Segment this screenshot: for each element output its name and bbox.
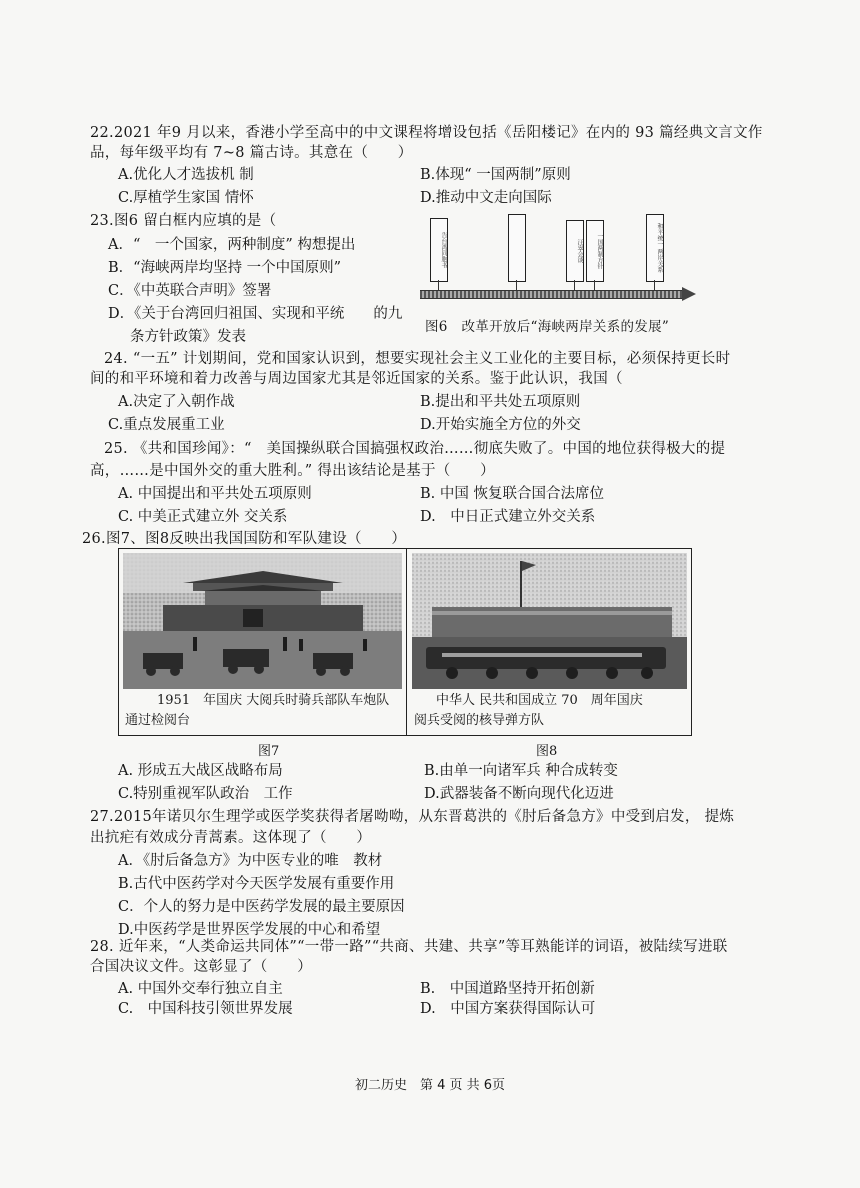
q27-option-d: D.中医药学是世界医学发展的中心和希望 <box>118 922 381 938</box>
q23-option-a: A．“ 一个国家，两种制度” 构想提出 <box>108 237 356 253</box>
timeline-box-5: 和平统一 两岸关系 <box>646 214 664 282</box>
q28-stem-line1: 28. 近年来，“人类命运共同体”“一带一路”“共商、共建、共享”等耳熟能详的词语，被陆续写进联 <box>90 939 728 955</box>
figure7-8-box <box>118 548 692 736</box>
q26-stem: 26.图7、图8反映出我国国防和军队建设（ ） <box>82 531 407 547</box>
q27-stem-line2: 出抗疟有效成分青蒿素。这体现了（ ） <box>90 830 372 846</box>
q23-option-c: C．《中英联合声明》签署 <box>108 283 272 299</box>
timeline-axis <box>420 290 682 299</box>
q28-option-b: B. 中国道路坚持开拓创新 <box>420 981 595 997</box>
figure7-cell <box>119 549 407 735</box>
q25-stem-line1: 25. 《共和国珍闻》：“ 美国操纵联合国搞强权政治……彻底失败了。中国的地位获得极大的提 <box>104 441 726 457</box>
q24-option-d: D.开始实施全方位的外交 <box>420 417 581 433</box>
page-footer: 初二历史 第 4 页 共 6页 <box>354 1078 506 1093</box>
q26-option-b: B.由单一向诸军兵 种合成转变 <box>424 763 618 779</box>
figure6-caption: 图6 改革开放后“海峡两岸关系的发展” <box>425 319 670 335</box>
q25-stem-line2: 高，……是中国外交的重大胜利。” 得出该结论是基于（ ） <box>90 463 495 479</box>
q27-option-a: A．《肘后备急方》为中医专业的唯 教材 <box>118 853 383 869</box>
q25-option-c: C. 中美正式建立外 交关系 <box>118 509 288 525</box>
figure7-label: 图7 <box>258 744 280 759</box>
q28-stem-line2: 合国决议文件。这彰显了（ ） <box>90 959 312 975</box>
q26-option-d: D.武器装备不断向现代化迈进 <box>424 786 614 802</box>
timeline-box-1: 告台湾同胞书 <box>430 218 448 282</box>
figure7-caption-line1: 1951 年国庆 大阅兵时骑兵部队车炮队 <box>157 693 390 708</box>
q27-option-c: C．个人的努力是中医药学发展的最主要原因 <box>118 899 405 915</box>
figure8-cell <box>408 549 691 735</box>
q23-stem: 23.图6 留白框内应填的是（ <box>90 213 277 229</box>
q23-option-d-line1: D．《关于台湾回归祖国、实现和平统 的九 <box>108 306 403 322</box>
q27-option-b: B.古代中医药学对今天医学发展有重要作用 <box>118 876 395 892</box>
q28-option-a: A. 中国外交奉行独立自主 <box>118 981 283 997</box>
q24-stem-line1: 24. “一五” 计划期间，党和国家认识到，想要实现社会主义工业化的主要目标，必须保持更长时 <box>104 351 731 367</box>
q25-option-a: A. 中国提出和平共处五项原则 <box>118 486 312 502</box>
timeline-box-4: 一国两制方针 <box>586 220 604 282</box>
figure8-caption-line1: 中华人 民共和国成立 70 周年国庆 <box>436 693 643 708</box>
figure7-caption-line2: 通过检阅台 <box>125 713 191 728</box>
figure7-photo-tiananmen-parade <box>123 553 402 689</box>
q22-option-a: A.优化人才选拔机 制 <box>118 167 254 183</box>
q22-option-d: D.推动中文走向国际 <box>420 190 552 206</box>
q23-option-d-line2: 条方针政策》发表 <box>130 329 246 345</box>
q22-stem-line2: 品，每年级平均有 7~8 篇古诗。其意在（ ） <box>90 145 413 161</box>
figure8-photo-missile-parade <box>412 553 687 689</box>
q24-option-c: C.重点发展重工业 <box>108 417 225 433</box>
q27-stem-line1: 27.2015年诺贝尔生理学或医学奖获得者屠呦呦，从东晋葛洪的《肘后备急方》中受到启发， 提炼 <box>90 809 735 825</box>
q26-option-c: C.特别重视军队政治 工作 <box>118 786 293 802</box>
q28-option-d: D. 中国方案获得国际认可 <box>420 1001 596 1017</box>
q22-option-c: C.厚植学生家国 情怀 <box>118 190 254 206</box>
q24-stem-line2: 间的和平环境和着力改善与周边国家尤其是邻近国家的关系。鉴于此认识，我国（ <box>90 371 623 387</box>
q23-option-b: B．“海峡两岸均坚持 一个中国原则” <box>108 260 342 276</box>
figure8-label: 图8 <box>536 744 558 759</box>
q28-option-c: C. 中国科技引领世界发展 <box>118 1001 293 1017</box>
figure8-caption-line2: 阅兵受阅的核导弹方队 <box>414 713 545 728</box>
timeline-box-3: 汪辜会谈 <box>566 220 584 282</box>
timeline-blank-box <box>508 214 526 282</box>
q24-option-b: B.提出和平共处五项原则 <box>420 394 581 410</box>
q24-option-a: A.决定了入朝作战 <box>118 394 235 410</box>
q25-option-b: B. 中国 恢复联合国合法席位 <box>420 486 604 502</box>
q22-option-b: B.体现“ 一国两制”原则 <box>420 167 571 183</box>
q25-option-d: D. 中日正式建立外交关系 <box>420 509 596 525</box>
timeline-arrow-icon <box>682 287 696 301</box>
q22-stem-line1: 22.2021 年9 月以来，香港小学至高中的中文课程将增设包括《岳阳楼记》在内的 93 篇经典文言文作 <box>90 125 763 141</box>
figure6-timeline <box>420 206 705 314</box>
q26-option-a: A. 形成五大战区战略布局 <box>118 763 283 779</box>
